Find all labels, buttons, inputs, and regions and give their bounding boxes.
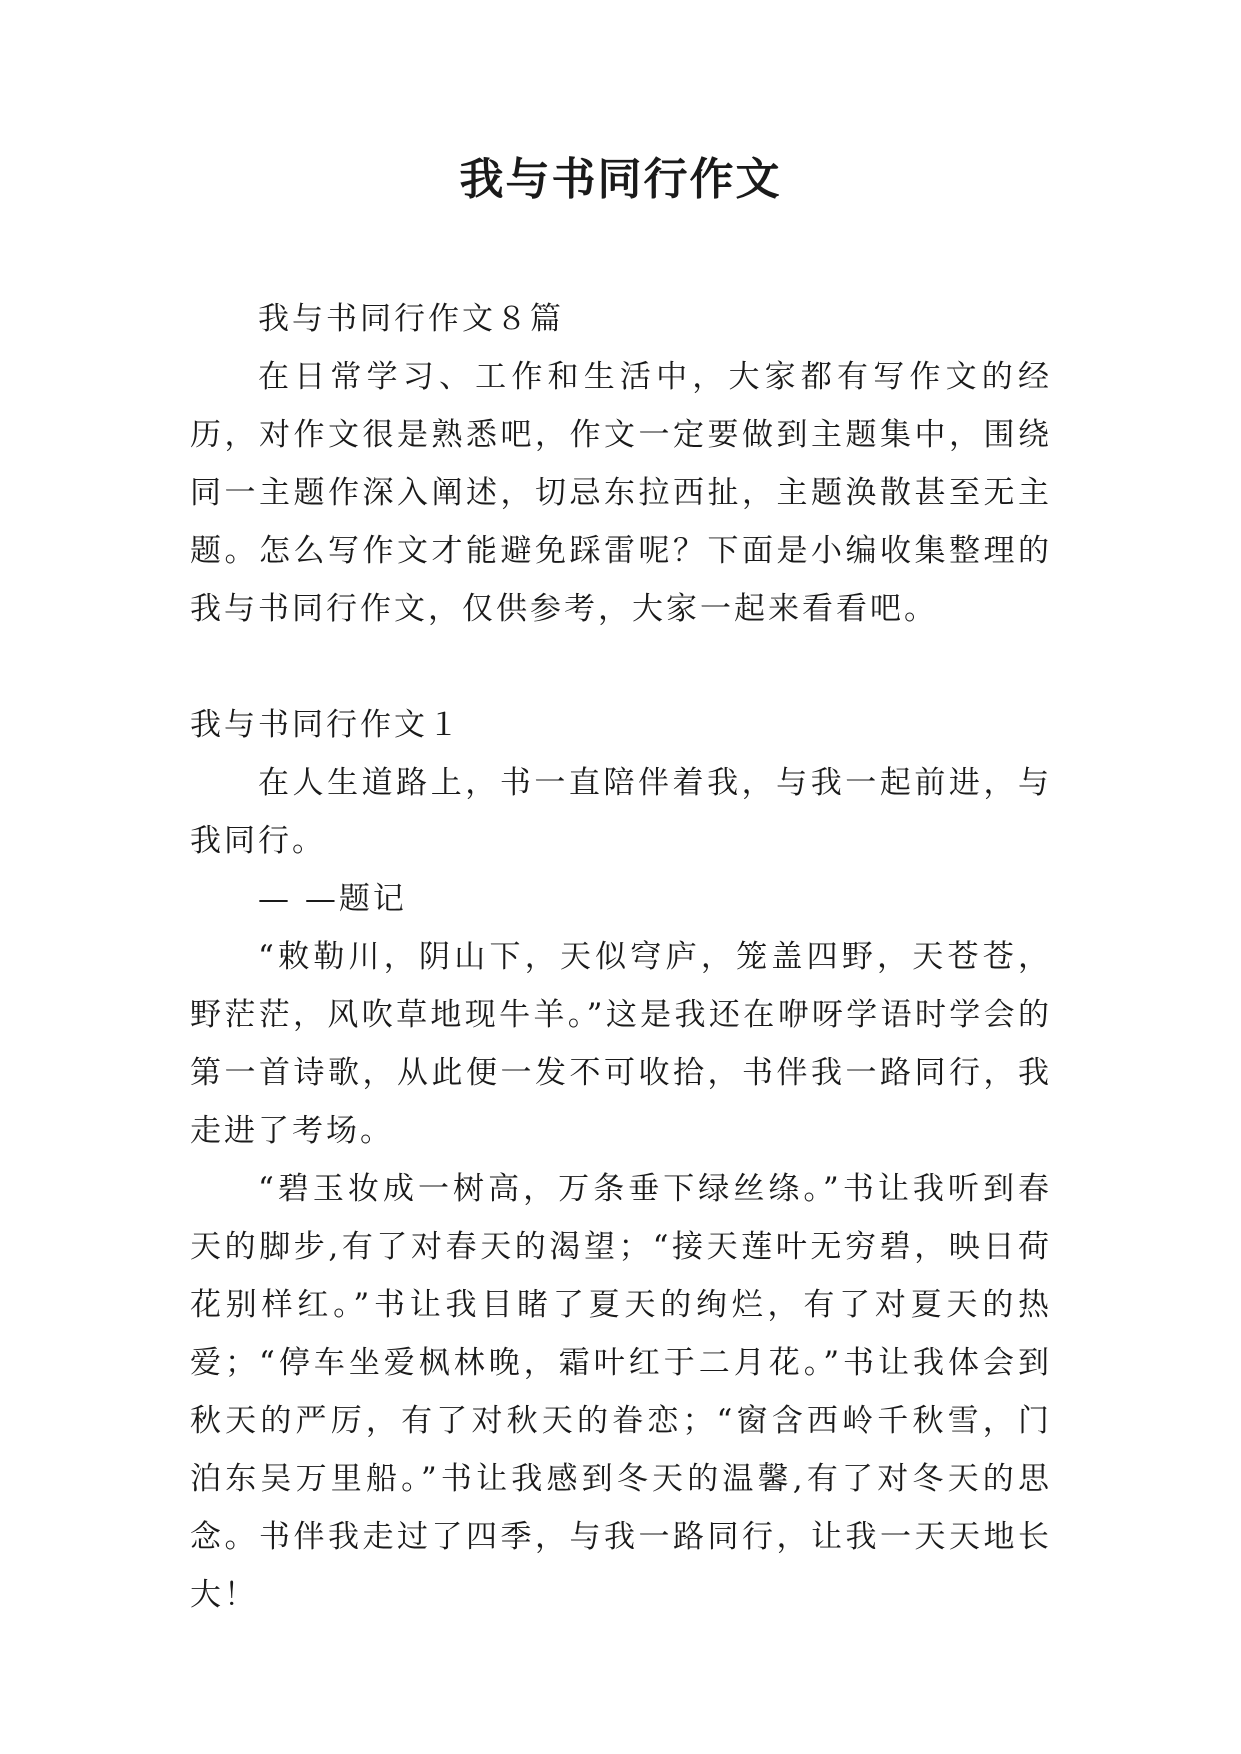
paragraph-2: “敕勒川，阴山下，天似穹庐，笼盖四野，天苍苍，野茫茫，风吹草地现牛羊。”这是我还在咿呀学语时学会的第一首诗歌，从此便一发不可收拾，书伴我一路同行，我走进了考场。 [190, 939, 1052, 1149]
section-spacer [190, 638, 1052, 696]
section-heading: 我与书同行作文１ [190, 707, 462, 743]
document-title: 我与书同行作文 [459, 154, 782, 205]
paragraph-1: 在人生道路上，书一直陪伴着我，与我一起前进，与我同行。 [190, 765, 1052, 859]
document-body [190, 290, 1052, 1624]
intro-paragraph: 在日常学习、工作和生活中，大家都有写作文的经历，对作文很是熟悉吧，作文一定要做到主题集中，围绕同一主题作深入阐述，切忌东拉西扯，主题涣散甚至无主题。怎么写作文才能避免踩雷呢？下面是小编收集整理的我与书同行作文，仅供参考，大家一起来看看吧。 [190, 359, 1052, 627]
epigraph-attribution: — —题记 [258, 881, 407, 917]
subtitle: 我与书同行作文８篇 [258, 301, 564, 337]
paragraph-3: “碧玉妆成一树高，万条垂下绿丝绦。”书让我听到春天的脚步,有了对春天的渴望；“接天莲叶无穷碧，映日荷花别样红。”书让我目睹了夏天的绚烂，有了对夏天的热爱；“停车坐爱枫林晚，霜叶红于二月花。”书让我体会到秋天的严厉，有了对秋天的眷恋；“窗含西岭千秋雪，门泊东吴万里船。”书让我感到冬天的温馨,有了对冬天的思念。书伴我走过了四季，与我一路同行，让我一天天地长大！ [190, 1171, 1052, 1613]
